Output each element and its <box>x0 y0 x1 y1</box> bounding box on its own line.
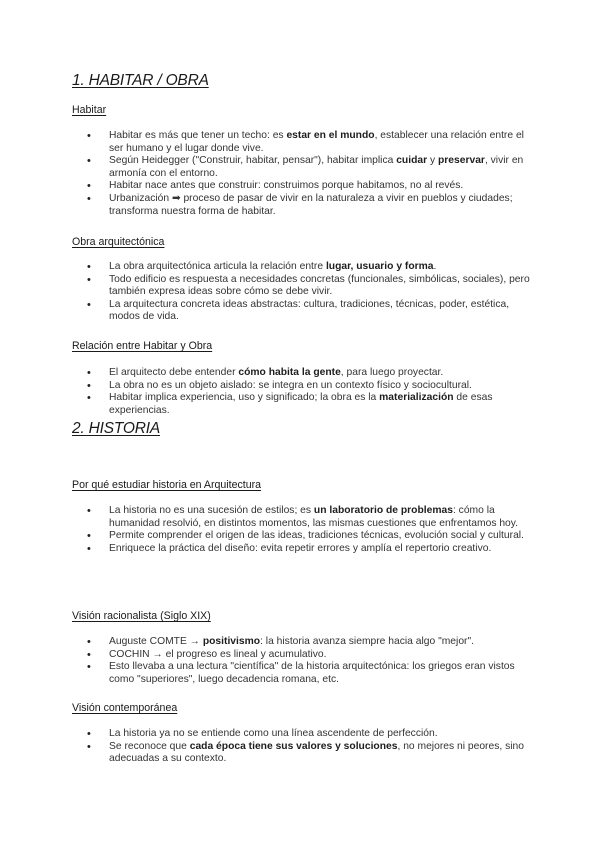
list-item: • Esto llevaba a una lectura "científica" de la historia arquitectónica: los griegos eran vistos como "superiores", luego decadencia romana, etc. <box>72 661 532 686</box>
bold-term: cómo habita la gente <box>238 367 341 378</box>
list-item: • La historia ya no se entiende como una línea ascendente de perfección. <box>72 728 532 741</box>
bullet-list-habitar <box>72 130 532 218</box>
bullet-list-contemporanea <box>72 728 532 766</box>
subheading-obra-arquitectonica: Obra arquitectónica <box>72 236 165 248</box>
list-item: • La obra no es un objeto aislado: se integra en un contexto físico y sociocultural. <box>72 380 532 393</box>
list-item: • Habitar nace antes que construir: construimos porque habitamos, no al revés. <box>72 180 532 193</box>
bold-term: preservar <box>437 155 485 167</box>
bullet-list-racionalista <box>72 636 532 686</box>
list-item: • Permite comprender el origen de las ideas, tradiciones técnicas, evolución social y cultural. <box>72 530 532 543</box>
bold-term: un laboratorio de problemas <box>313 505 453 516</box>
subheading-vision-racionalista: Visión racionalista (Siglo XIX) <box>72 610 211 622</box>
subheading-por-que-historia: Por qué estudiar historia en Arquitectura <box>72 479 262 491</box>
list-item: • La arquitectura concreta ideas abstractas: cultura, tradiciones, técnicas, poder, estética, modos de vida. <box>72 299 532 324</box>
list-item: • Urbanización ➡ proceso de pasar de vivir en la naturaleza a vivir en pueblos y ciudades; transforma nuestra forma de habitar. <box>72 193 532 218</box>
bullet-list-obra <box>72 261 532 324</box>
bold-term: cada época tiene sus valores y soluciones <box>189 740 398 752</box>
list-item: • La obra arquitectónica articula la relación entre lugar, usuario y forma. <box>72 261 532 274</box>
list-item: • Se reconoce que cada época tiene sus valores y soluciones, no mejores ni peores, sino adecuadas a su contexto. <box>72 741 532 766</box>
list-item: • Según Heidegger ("Construir, habitar, pensar"), habitar implica cuidar y preservar, vivir en armonía con el entorno. <box>72 155 532 180</box>
list-item: • Auguste COMTE → positivismo: la historia avanza siempre hacia algo "mejor". <box>72 636 532 649</box>
bullet-list-relacion <box>72 367 532 417</box>
bullet-list-por-que <box>72 505 532 555</box>
bold-term: estar en el mundo <box>286 130 375 141</box>
list-item: • Todo edificio es respuesta a necesidades concretas (funcionales, simbólicas, sociales), pero también expresa ideas sobre cómo se debe vivir. <box>72 274 532 299</box>
list-item: • El arquitecto debe entender cómo habita la gente, para luego proyectar. <box>72 367 532 380</box>
list-item: • Habitar implica experiencia, uso y significado; la obra es la materialización de esas experiencias. <box>72 392 532 417</box>
bold-term: lugar, usuario y forma <box>325 261 434 272</box>
list-item: • La historia no es una sucesión de estilos; es un laboratorio de problemas: cómo la humanidad resolvió, en distintos momentos, las mismas cuestiones que enfrentamos hoy. <box>72 505 532 530</box>
bold-term: materialización <box>379 392 454 404</box>
subheading-habitar: Habitar <box>72 104 107 116</box>
subheading-relacion: Relación entre Habitar y Obra <box>72 340 213 352</box>
section-title-historia: 2. HISTORIA <box>72 420 160 437</box>
subheading-vision-contemporanea: Visión contemporánea <box>72 702 178 714</box>
list-item: • Habitar es más que tener un techo: es estar en el mundo, establecer una relación entre el ser humano y el lugar donde vive. <box>72 130 532 155</box>
section-title-habitar-obra: 1. HABITAR / OBRA <box>72 72 209 89</box>
bold-term: cuidar <box>396 155 428 167</box>
bold-term: positivismo <box>202 636 261 647</box>
list-item: • COCHIN → el progreso es lineal y acumulativo. <box>72 649 532 662</box>
list-item: • Enriquece la práctica del diseño: evita repetir errores y amplía el repertorio creativo. <box>72 543 532 556</box>
